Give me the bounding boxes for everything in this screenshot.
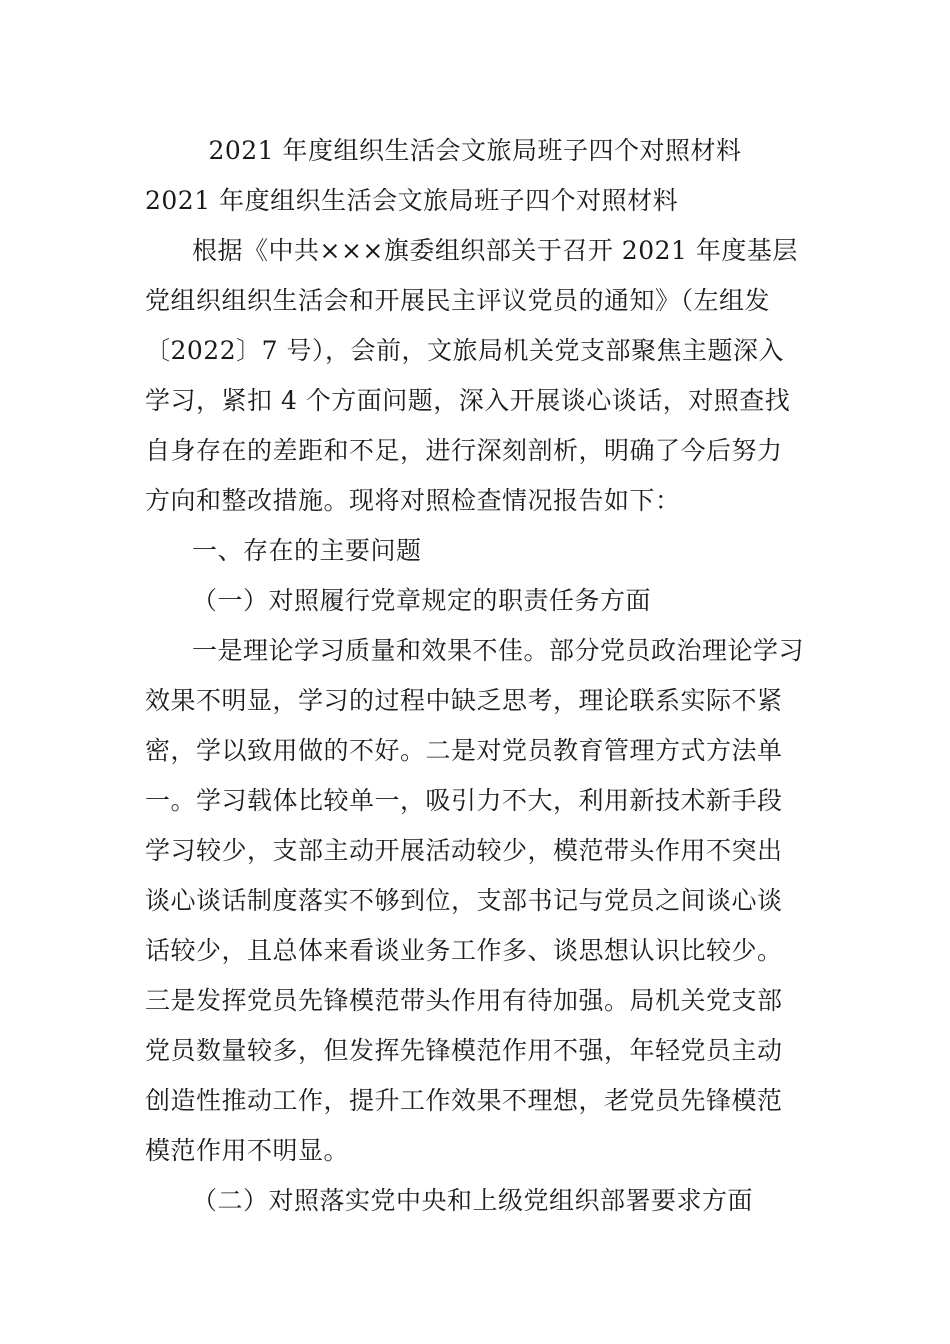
body-line: 密，学以致用做的不好。二是对党员教育管理方式方法单: [145, 736, 783, 765]
body-line: 学习较少，支部主动开展活动较少，模范带头作用不突出: [145, 836, 783, 865]
body-line: 话较少，且总体来看谈业务工作多、谈思想认识比较少。: [145, 936, 783, 965]
body-line: 创造性推动工作，提升工作效果不理想，老党员先锋模范: [145, 1086, 783, 1115]
body-line: 三是发挥党员先锋模范带头作用有待加强。局机关党支部: [145, 986, 783, 1015]
document-title-centered: 2021 年度组织生活会文旅局班子四个对照材料: [208, 136, 742, 165]
intro-line: 根据《中共×××旗委组织部关于召开 2021 年度基层: [192, 236, 798, 265]
intro-line: 方向和整改措施。现将对照检查情况报告如下：: [145, 486, 681, 515]
intro-line: 党组织组织生活会和开展民主评议党员的通知》（左组发: [145, 286, 771, 315]
section-heading: 一、存在的主要问题: [192, 536, 422, 565]
body-line: 一是理论学习质量和效果不佳。部分党员政治理论学习: [192, 636, 805, 665]
body-line: 效果不明显，学习的过程中缺乏思考，理论联系实际不紧: [145, 686, 783, 715]
intro-line: 自身存在的差距和不足，进行深刻剖析，明确了今后努力: [145, 436, 783, 465]
document-title-left: 2021 年度组织生活会文旅局班子四个对照材料: [145, 186, 679, 215]
intro-line: 学习，紧扣 4 个方面问题，深入开展谈心谈话，对照查找: [145, 386, 791, 415]
body-line: 党员数量较多，但发挥先锋模范作用不强，年轻党员主动: [145, 1036, 783, 1065]
body-line: 模范作用不明显。: [145, 1136, 350, 1165]
intro-line: 〔2022〕7 号），会前，文旅局机关党支部聚焦主题深入: [145, 336, 784, 365]
body-line: 一。学习载体比较单一，吸引力不大，利用新技术新手段: [145, 786, 783, 815]
subsection-heading: （二）对照落实党中央和上级党组织部署要求方面: [192, 1186, 754, 1215]
subsection-heading: （一）对照履行党章规定的职责任务方面: [192, 586, 652, 615]
body-line: 谈心谈话制度落实不够到位，支部书记与党员之间谈心谈: [145, 886, 783, 915]
